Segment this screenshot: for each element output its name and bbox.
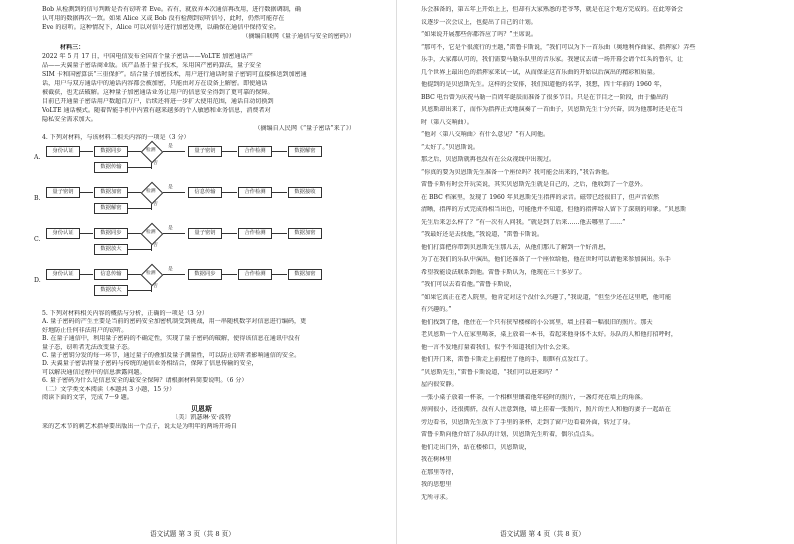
body-line: 他们走出门外，站在楼梯口，贝恩斯说，: [421, 443, 531, 451]
question-4: 4. 下列对材料，与该材料二相关内容的一项是（3 分）: [42, 134, 190, 141]
question-5-line: 好地防止任何非法用户的窃听。: [42, 326, 128, 334]
body-line: 贝恩斯却出来了，而作为指挥正式地演奏了一首曲子，贝恩斯先生十分兴奋，因为他那时还是在当: [421, 106, 684, 113]
flow-box: 数据加密: [94, 187, 128, 198]
right-page: [397, 0, 794, 544]
flow-yes-label: 是: [168, 226, 173, 231]
flow-connector: [127, 167, 151, 168]
flowchart-a: [46, 144, 336, 172]
body-line: 议逐步一次会议上，也提出了自己的计划。: [421, 18, 537, 26]
flow-box: 数据加密: [288, 228, 322, 239]
body-line: 我的思想里: [421, 481, 452, 488]
flow-box: 数据解密: [94, 203, 128, 214]
body-line: 他一言不发地打量着我们，似乎不知道我们为什么会来。: [421, 343, 574, 351]
flow-box: 信息传输: [94, 269, 128, 280]
flow-arrow: [127, 151, 141, 152]
question-5-line: B. 在量子通信中，利用量子密码的不确定性，实现了量子密码的破解，使得该信息在通讯中没有: [42, 335, 301, 343]
flow-connector: [151, 204, 152, 210]
flow-no-label: 否: [153, 284, 158, 289]
flow-box: 合作检测: [238, 187, 272, 198]
flow-arrow: [271, 151, 287, 152]
flow-arrow: [79, 151, 93, 152]
body-line: “你真的要为贝恩斯先生准备一个座位吗？我可能会出来的，”我告诉他。: [421, 168, 614, 176]
question-6-line: （二）文学类文本阅读（本题共 3 小题，15 分）: [42, 385, 176, 393]
flow-arrow: [79, 192, 93, 193]
body-line: 雷鲁卡斯向他介绍了乐队的计划，贝恩斯先生听着，偶尔点点头。: [421, 431, 598, 438]
flow-box: 合作检测: [238, 269, 272, 280]
body-line: “我最好还是去找他，”我说道，“雷鲁卡斯说。: [421, 231, 544, 238]
flow-box: 身份认证: [46, 146, 80, 157]
body-line: 几个世界上最出色的指挥家来试一试，从而保证这首乐曲的开始以后演出的精彩和质量。: [421, 68, 659, 76]
flow-box: 身份认证: [46, 269, 80, 280]
body-line: 一张小桌子放着一杯茶，一个相框里镶着他年轻时的照片，一盏灯亮在墙上的角落。: [421, 393, 647, 401]
question-5-line: A. 量子密码的产生主要是当前的密码安全加密机制受到挑战，用一串随机数字对信息进行编码，更: [42, 318, 307, 326]
body-line: 先生后来怎么样了？”有一次有人问我。“就是到了后来……他去哪里了……”: [421, 218, 626, 226]
flow-box: 数据传输: [94, 162, 128, 173]
flowchart-option-label: B.: [34, 195, 41, 202]
body-line: Bob 从检测到的信号判断是否有窃听者 Eve。若有，就放弃本次通信再改用，进行数据调制，确: [42, 6, 301, 13]
body-line: 认可用的数据再次一致。如果 Alice 又或 Bob 没有检测到窃听信号，此时，仍然可能存在: [42, 15, 285, 22]
flow-box: 合作检测: [238, 228, 272, 239]
body-line: 时（第八交响曲）。: [421, 118, 473, 126]
body-line: 无所寻求。: [421, 493, 452, 501]
body-line: 2022 年 5 月 17 日，中国电信发布全国首个量子密话——VoLTE 加密通话产: [42, 53, 253, 60]
flow-box: 信息传输: [188, 187, 222, 198]
flow-no-label: 否: [153, 243, 158, 248]
flow-diamond-label: 检测: [146, 189, 156, 194]
body-line: Eve 的窃听。这种情况下，Alice 可以对信号进行加密处理，以确保在通信中保持安全。: [42, 24, 280, 31]
question-6-line: 6. 量子密码为什么是信息安全的最安全保障？请根据材料简要说明。（6 分）: [42, 377, 248, 385]
body-line: 房间很小，还很拥挤，没有人注意到他，墙上挂着一张照片，照片的主人和他的妻子一起站在: [421, 406, 671, 413]
flow-diamond-label: 检测: [146, 148, 156, 153]
section-heading: 材料三：: [60, 44, 85, 51]
question-5-line: 可以解决通信过程中的信息泄露问题。: [42, 368, 146, 376]
body-line: （摘编自人民网《“量子密话”来了》）: [254, 125, 355, 132]
flow-connector: [127, 290, 151, 291]
body-line: 他们找到了他，他住在一个只有狭窄楼梯的小公寓里，墙上挂着一幅很旧的照片。那天: [421, 318, 653, 326]
body-line: 品——天翼量子密话商业版。该产品基于量子技术，采用国产密码算法，量子安全: [42, 62, 262, 69]
body-line: 有兴趣的。”: [421, 306, 452, 313]
flow-arrow: [163, 151, 185, 152]
flow-arrow: [163, 274, 185, 275]
body-line: “如果它真正在老人院里，他肯定对这个没什么兴趣了，”我说道，“但至少还在这里吧，他可能: [421, 293, 672, 301]
flow-box: 合作检测: [238, 146, 272, 157]
body-line: “我们可以去看看他。”雷鲁卡斯说，: [421, 281, 516, 288]
flow-arrow: [127, 233, 141, 234]
flow-arrow: [271, 233, 287, 234]
body-line: 乐会准备的，第五年上开始上上，但却有大家熟悉的老爷琴，就是在这个地方完成的。在此筹备会: [421, 6, 684, 13]
flow-yes-label: 是: [168, 144, 173, 149]
body-line: 他们打算把你带到贝恩斯先生那儿去，从他们那儿了解到一个好消息，: [421, 243, 610, 251]
flow-yes-label: 是: [168, 185, 173, 190]
flow-yes-label: 是: [168, 267, 173, 272]
flow-arrow: [127, 274, 141, 275]
story-title: 贝恩斯: [191, 405, 212, 414]
body-line: 那之后，贝恩斯就再也没有在公众视线中出现过。: [421, 156, 556, 163]
flow-arrow: [271, 192, 287, 193]
body-line: 为了在我们的乐队中演出，他们还准备了一个座位给他，他在世时可以请他来参加演出。乐手: [421, 256, 671, 263]
body-line: 我在树林里: [421, 456, 452, 463]
flow-arrow: [221, 192, 237, 193]
flow-box: 数据接收: [288, 187, 322, 198]
body-line: “他对〈第八交响曲〉有什么意见？”有人问他。: [421, 131, 550, 138]
flow-diamond-label: 检测: [146, 271, 156, 276]
body-line: 屋内很安静。: [421, 381, 458, 388]
question-5-line: 5. 下列对材料相关内容的概括与分析，正确的一项是（3 分）: [42, 310, 208, 317]
body-line: 隐私安全需求加大。: [42, 116, 97, 123]
flowchart-c: [46, 226, 336, 254]
body-line: 旁边看书，贝恩斯先生放下了手里的茶杯，走到了窗户边看着外面，转过了身。: [421, 418, 635, 426]
flow-box: 数据同步: [188, 269, 222, 280]
flow-no-label: 否: [153, 202, 158, 207]
flow-connector: [151, 163, 152, 169]
flow-arrow: [127, 192, 141, 193]
story-first-line: 来的艺术节的刺艺术指导要出版出一个点子，说太是为明年的两场开场自: [42, 423, 237, 431]
body-line: 雷鲁卡斯有时会开玩笑说，其实贝恩斯先生就是自己的，之后，他收到了一个意外。: [421, 181, 647, 188]
flow-box: 量子密钥: [188, 146, 222, 157]
flow-box: 数据同步: [94, 146, 128, 157]
question-5-line: C. 量子密钥分发的每一环节，通过量子的叠加及量子测量性，可以防止窃听者影响通信的安全。: [42, 352, 301, 359]
flow-arrow: [221, 233, 237, 234]
body-line: “那可不，它是个很流行的主题，”雷鲁卡斯说，“我们可以为下一首乐曲（奥地利作曲家、指挥家）弄些: [421, 43, 696, 51]
body-line: 老贝恩斯一个人在家里喝茶，桌上放着一本书，看起来他身体不太好。乐队的人和他打招呼时，: [421, 331, 677, 338]
page-footer: 语文试题 第 4 页（共 8 页）: [500, 530, 585, 538]
body-line: 在那里等待，: [421, 468, 458, 476]
body-line: 他们开门来，雷鲁卡斯走上前握住了他的手，眼眶有点发红了。: [421, 356, 592, 363]
flow-connector: [151, 245, 152, 251]
flow-box: 数据放大: [94, 244, 128, 255]
flowchart-option-label: A.: [34, 154, 41, 161]
body-line: 话，用户与双方通话中的通话内容都会被加密，只能由对方在设备上解密。即使通话: [42, 80, 268, 87]
flow-connector: [127, 208, 151, 209]
body-line: 乐手，大家都认可的，我们需要马勒乐队里的音乐家。我建议去请一场开幕会请个红头的鲁尔，让: [421, 56, 684, 63]
flow-arrow: [163, 233, 185, 234]
question-5-line: D. 天翼量子密话将量子密码与传统的通信业务相结合，保障了信息传输的安全，: [42, 360, 258, 368]
body-line: 清晰，指挥的方式完成得相当出色，可能他并不知道，但他的指挥给人留下了深刻的印象。“贝恩斯: [421, 206, 687, 213]
body-line: “贝恩斯先生，”雷鲁卡斯说道，“我们可以进来吗？”: [421, 368, 559, 376]
question-5-line: 量子态，窃听者无法改变量子态。: [42, 343, 134, 351]
question-6-line: 阅读下面的文字，完成 7～9 题。: [42, 394, 133, 401]
flow-box: 数据同步: [94, 228, 128, 239]
body-line: 他提到的是贝恩斯先生。这样的会安排，我们知道他的名字，我想，四十年前的 1960 年，: [421, 81, 666, 88]
flow-box: 数据加密: [288, 269, 322, 280]
flow-arrow: [221, 274, 237, 275]
body-line: VoLTE 通话模式。随着智能手机中内置有越来越多的个人敏感和业务信息，消费者对: [42, 107, 271, 114]
flow-arrow: [221, 151, 237, 152]
flow-box: 数据放大: [94, 285, 128, 296]
body-line: “如果说开展那些你都答应了吗？”主席说。: [421, 31, 537, 38]
story-author: 〔美〕凯瑟琳·安·波特: [172, 414, 231, 422]
flow-connector: [151, 286, 152, 292]
body-line: SIM 卡和国密算法“三重保护”。结合量子加密技术，用户进行通话时量子密钥可直接推送到加密通: [42, 71, 307, 78]
flow-box: 数据解密: [288, 146, 322, 157]
flow-no-label: 否: [153, 161, 158, 166]
flowchart-d: [46, 267, 336, 295]
body-line: （摘编自联网《量子通信与安全的密码》）: [242, 33, 355, 40]
flowchart-option-label: D.: [34, 277, 41, 284]
flow-box: 身份认证: [46, 228, 80, 239]
flow-arrow: [163, 192, 185, 193]
body-line: 在 BBC 档案里，发现了 1960 年贝恩斯先生指挥的录音。磁带已经很旧了，但声音依然: [421, 193, 660, 201]
body-line: BBC 电台曾为庆祝马勒一百周年诞辰而准备了很多节目。只是在节目之一阶段，由于播出的: [421, 93, 669, 101]
page-footer: 语文试题 第 3 页（共 8 页）: [150, 530, 235, 538]
flow-box: 量子密钥: [188, 228, 222, 239]
flow-arrow: [79, 233, 93, 234]
flowchart-b: [46, 185, 336, 213]
flow-arrow: [79, 274, 93, 275]
body-line: “太好了。”贝恩斯说。: [421, 143, 480, 151]
body-line: 希望我能设法联系到他。雷鲁卡斯认为，他现在三十多岁了。: [421, 268, 586, 276]
flow-connector: [127, 249, 151, 250]
flowchart-option-label: C.: [34, 236, 41, 243]
flow-diamond-label: 检测: [146, 230, 156, 235]
flow-box: 量子密钥: [46, 187, 80, 198]
flow-arrow: [271, 274, 287, 275]
body-line: 目前已开通量子密话用户数超百万户，后续还将进一步扩大使用范围，通话自动切换到: [42, 98, 274, 105]
body-line: 被截获，也无法破解。这种量子加密通话业务让用户的信息安全得到了更可靠的保障。: [42, 89, 274, 96]
